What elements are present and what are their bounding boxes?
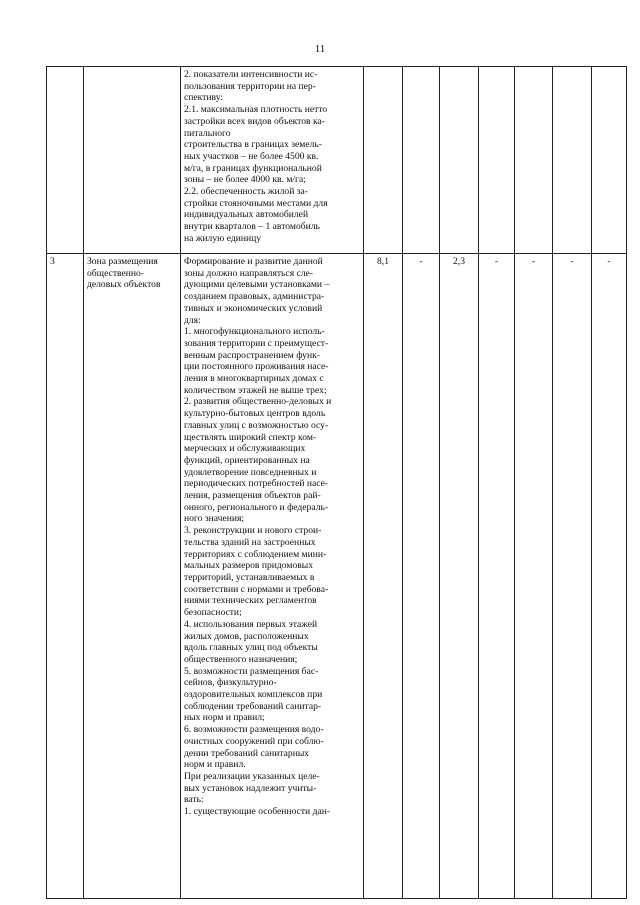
row-number-cell: 3 <box>47 254 84 899</box>
description-line: вых установок надлежит учиты- <box>184 782 317 794</box>
value-cell <box>515 67 553 254</box>
description-line: тельства зданий на застроенных <box>184 536 316 548</box>
zone-name-cell <box>84 67 181 254</box>
description-line: созданием правовых, администра- <box>184 291 325 303</box>
value-cell <box>403 67 440 254</box>
description-line: безопасности; <box>184 607 242 619</box>
zone-name-line: Зона размещения <box>87 256 158 267</box>
description-line: общественного назначения; <box>184 653 298 665</box>
table-row <box>47 67 627 254</box>
description-line: ниями технических регламентов <box>184 595 317 607</box>
description-line: ления, размещения объектов рай- <box>184 490 321 502</box>
value-cell <box>440 67 479 254</box>
description-line: ществлять широкий спектр ком- <box>184 431 317 443</box>
description-line: территорий, устанавливаемых в <box>184 571 315 583</box>
value-cell <box>479 67 515 254</box>
description-line: 3. реконструкции и нового строи- <box>184 525 322 537</box>
description-line: соответствии с нормами и требова- <box>184 583 329 595</box>
description-line: 6. возможности размещения водо- <box>184 724 324 736</box>
description-line: спективу: <box>184 92 224 104</box>
description-line: зоны – не более 4000 кв. м/га; <box>184 174 306 186</box>
description-line: периодических потребностей насе- <box>184 478 329 490</box>
description-line: 5. возможности размещения бас- <box>184 665 319 677</box>
description-line: 1. многофункционального исполь- <box>184 326 325 338</box>
description-line: функций, ориентированных на <box>184 454 310 466</box>
description-cell <box>181 67 364 254</box>
description-line: соблюдении требований санитар- <box>184 700 322 712</box>
value-cell: - <box>592 254 627 899</box>
description-line: культурно-бытовых центров вдоль <box>184 408 326 420</box>
description-line: ления в многоквартирных домах с <box>184 373 324 385</box>
description-line: оздоровительных комплексов при <box>184 689 323 701</box>
zone-name-line: общественно- <box>87 267 145 279</box>
value-cell: - <box>479 254 515 899</box>
description-line: застройки всех видов объектов ка- <box>184 115 325 127</box>
description-line: 4. использования первых этажей <box>184 618 318 630</box>
description-line: норм и правил. <box>184 759 246 771</box>
description-line: вать: <box>184 794 204 806</box>
description-line: зоны должно направляться сле- <box>184 267 314 279</box>
description-line: для: <box>184 314 201 326</box>
row-number-cell <box>47 67 84 254</box>
description-line: 2. показатели интенсивности ис- <box>184 69 318 80</box>
description-line: ных норм и правил; <box>184 712 265 724</box>
description-line: сейнов, физкультурно- <box>184 677 277 689</box>
description-line: на жилую единицу <box>184 232 262 244</box>
description-line: м/га, в границах функциональной <box>184 162 322 174</box>
value-cell: - <box>403 254 440 899</box>
description-line: индивидуальных автомобилей <box>184 209 309 221</box>
description-line: территориях с соблюдением мини- <box>184 548 327 560</box>
table-row <box>47 254 627 899</box>
description-line: зования территории с преимущест- <box>184 337 329 349</box>
description-line: онного, регионального и федераль- <box>184 501 329 513</box>
description-line: внутри кварталов – 1 автомобиль <box>184 221 320 233</box>
description-line: дующими целевыми установками – <box>184 279 330 291</box>
description-line: венным распространением функ- <box>184 349 320 361</box>
description-line: При реализации указанных целе- <box>184 770 320 782</box>
description-line: строительства в границах земель- <box>184 139 322 151</box>
value-cell <box>553 67 592 254</box>
zone-name-line: деловых объектов <box>87 279 161 291</box>
value-cell: 2,3 <box>440 254 479 899</box>
description-line: питального <box>184 127 231 139</box>
description-line: удовлетворение повседневных и <box>184 466 317 478</box>
zone-name-cell <box>84 254 181 899</box>
description-line: 2. развития общественно-деловых и <box>184 396 332 408</box>
description-line: количеством этажей не выше трех; <box>184 384 327 396</box>
description-line: 2.1. максимальная плотность нетто <box>184 104 328 116</box>
description-line: очистных сооружений при соблю- <box>184 735 324 747</box>
description-line: мальных размеров придомовых <box>184 560 314 572</box>
description-line: пользования территории на пер- <box>184 80 316 92</box>
value-cell: - <box>553 254 592 899</box>
description-line: главных улиц с возможностью осу- <box>184 419 329 431</box>
description-line: 2.2. обеспеченность жилой за- <box>184 186 308 198</box>
value-cell <box>364 67 403 254</box>
description-line: жилых домов, расположенных <box>184 630 309 642</box>
description-line: тивных и экономических условий <box>184 302 323 314</box>
description-line: вдоль главных улиц под объекты <box>184 642 318 654</box>
description-line: ного значения; <box>184 513 245 525</box>
value-cell <box>592 67 627 254</box>
description-line: 1. существующие особенности дан- <box>184 806 331 818</box>
page-number: 11 <box>314 43 326 55</box>
description-line: ции постоянного проживания насе- <box>184 361 329 373</box>
zoning-table <box>46 66 627 899</box>
description-line: ных участков – не более 4500 кв. <box>184 150 319 162</box>
description-cell <box>181 254 364 899</box>
description-line: стройки стояночными местами для <box>184 197 328 209</box>
description-line: Формирование и развитие данной <box>184 256 323 267</box>
value-cell: 8,1 <box>364 254 403 899</box>
value-cell: - <box>515 254 553 899</box>
description-line: мерческих и обслуживающих <box>184 443 306 455</box>
description-line: дении требований санитарных <box>184 747 310 759</box>
